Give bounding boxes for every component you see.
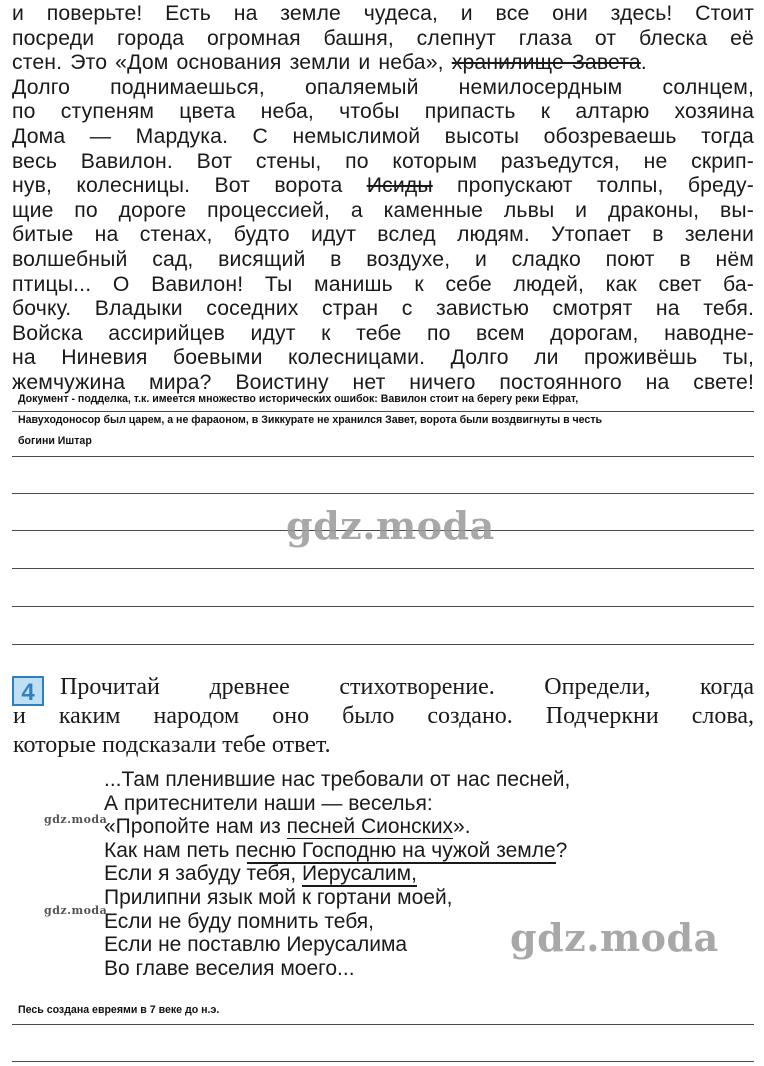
task-line: которые подсказали тебе ответ. [13,732,331,758]
watermark-small: gdz.moda [44,904,108,917]
watermark: gdz.moda [510,915,719,960]
prose-line: по ступеням цвета неба, чтобы припасть к алтарю хозяина [12,100,754,124]
answer-line: Песь создана евреями в 7 веке до н.э. [18,1004,220,1016]
poem-line: Прилипни язык мой к гортани моей, [104,885,453,909]
prose-text: . [640,51,647,75]
answer-line: Навуходоносор был царем, а не фараоном, в Зиккурате не хранился Завет, ворота были воздвигнуты в честь [18,414,603,426]
poem-text: Как нам петь п [104,838,247,862]
prose-line: Войска ассирийцев идут к тебе по всем дорогам, наводне- [12,321,754,345]
prose-line: Долго поднимаешься, опаляемый немилосердным солнцем, [12,75,754,99]
struck-out-text: Исиды [366,174,433,198]
underlined-word: есню Господню на чужой земле [246,838,556,862]
writing-line [12,1024,754,1025]
poem-text: «Пропойте нам из [104,815,287,839]
prose-line: птицы... О Вавилон! Ты манишь к себе людей, как свет ба- [12,272,754,296]
prose-line: посреди города огромная башня, слепнут глаза от блеска её [12,26,754,50]
task-instruction [13,673,754,760]
prose-line: и поверьте! Есть на земле чудеса, и все они здесь! Стоит [12,2,754,25]
writing-line [12,568,754,569]
poem-line [104,862,570,886]
writing-line [12,456,754,457]
writing-line [12,606,754,607]
prose-line [12,51,754,76]
prose-text: нув, колесницы. Вот ворота [12,174,367,198]
underlined-word: песней Сионских [286,815,454,839]
poem-line: Если не поставлю Иерусалима [104,933,408,957]
task-line: Прочитай древнее стихотворение. Определи, когда [60,674,754,700]
answer-note-1 [18,389,758,452]
poem-line: Во главе веселия моего... [104,956,355,980]
poem-text: Если я забуду тебя, [104,862,302,886]
poem-line: ...Там пленившие нас требовали от нас песней, [104,768,571,791]
answer-line: Документ - подделка, т.к. имеется множество исторических ошибок: Вавилон стоит на берегу реки Ефрат, [18,393,579,405]
watermark: gdz.moda [286,503,495,548]
poem-text: ? [555,838,568,862]
writing-line [12,644,754,645]
underlined-word: Иерусалим, [302,862,417,886]
prose-line: весь Вавилон. Вот стены, по которым разъедутся, не скрип- [12,149,754,173]
task-line: и каким народом оно было создано. Подчеркни слова, [13,703,754,729]
writing-line [12,493,754,494]
writing-line [12,411,754,412]
prose-text: пропускают толпы, бреду- [432,174,754,198]
prose-line: бочку. Владыки соседних стран с завистью смотрят на тебя. [12,297,754,321]
poem [104,768,570,980]
prose-line: битые на стенах, будто идут вслед людям. Утопает в зелени [12,223,754,247]
poem-line: Если не буду помнить тебя, [104,909,374,933]
poem-line [104,815,570,839]
prose-text [12,2,754,396]
poem-text: ». [453,815,471,839]
watermark-small: gdz.moda [44,813,108,826]
struck-out-text: хранилище Завета [451,51,641,75]
svg-text:4: 4 [21,679,35,706]
prose-line: щие по дороге процессией, а каменные львы и драконы, вы- [12,198,754,222]
answer-note-2 [18,1000,758,1021]
prose-line: жемчужина мира? Воистину нет ничего постоянного на свете! [12,370,754,394]
poem-line: А притеснители наши — веселья: [104,791,433,815]
prose-text: стен. Это «Дом основания земли и неба», [12,51,452,75]
prose-line: волшебный сад, висящий в воздухе, и сладко поют в нём [12,247,754,271]
writing-line [12,1061,754,1062]
answer-line: богини Иштар [18,435,92,447]
prose-line [12,174,754,199]
prose-line: Дома — Мардука. С немыслимой высоты обозреваешь тогда [12,124,754,148]
poem-line [104,839,570,863]
prose-line: на Ниневия боевыми колесницами. Долго ли проживёшь ты, [12,346,754,370]
